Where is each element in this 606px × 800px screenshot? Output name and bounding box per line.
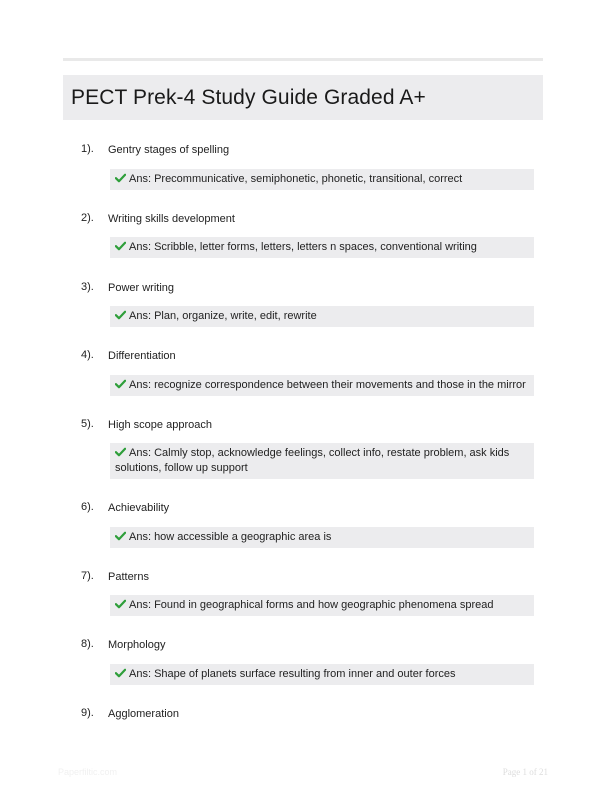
qa-item <box>63 281 543 322</box>
top-divider <box>63 58 543 61</box>
question-text: Agglomeration <box>108 708 179 720</box>
answer-text: Ans: how accessible a geographic area is <box>129 531 332 543</box>
question-number: 9). <box>81 707 94 719</box>
qa-item <box>63 707 543 727</box>
answer-box <box>110 527 534 548</box>
question-row <box>63 707 543 727</box>
answer-box <box>110 443 534 479</box>
answer-box <box>110 595 534 616</box>
footer-watermark: Paperfiltic.com <box>58 767 118 777</box>
qa-item <box>63 143 543 185</box>
qa-item <box>63 570 543 611</box>
qa-item <box>63 349 543 391</box>
answer-box <box>110 169 534 190</box>
question-row <box>63 501 543 521</box>
answer-box <box>110 237 534 258</box>
question-row <box>63 570 543 590</box>
qa-item <box>63 418 543 474</box>
check-icon <box>115 668 126 678</box>
question-row <box>63 349 543 369</box>
check-icon <box>115 531 126 541</box>
question-row <box>63 281 543 301</box>
check-icon <box>115 379 126 389</box>
answer-text: Ans: Found in geographical forms and how geographic phenomena spread <box>129 599 494 611</box>
answer-text: Ans: recognize correspondence between their movements and those in the mirror <box>129 379 526 391</box>
question-number: 6). <box>81 501 94 513</box>
question-text: Differentiation <box>108 350 176 362</box>
check-icon <box>115 310 126 320</box>
question-number: 2). <box>81 212 94 224</box>
answer-text: Ans: Plan, organize, write, edit, rewrite <box>129 310 317 322</box>
question-text: Patterns <box>108 571 149 583</box>
question-number: 8). <box>81 638 94 650</box>
question-number: 4). <box>81 349 94 361</box>
answer-text: Ans: Calmly stop, acknowledge feelings, collect info, restate problem, ask kids solutions, follow up support <box>115 447 510 474</box>
answer-box <box>110 375 534 396</box>
page-number: Page 1 of 21 <box>502 767 548 777</box>
check-icon <box>115 241 126 251</box>
question-text: Power writing <box>108 282 175 294</box>
question-row <box>63 143 543 163</box>
question-text: Morphology <box>108 639 166 651</box>
answer-box <box>110 306 534 327</box>
qa-item <box>63 638 543 680</box>
question-row <box>63 418 543 438</box>
question-text: Gentry stages of spelling <box>108 144 230 156</box>
question-number: 7). <box>81 570 94 582</box>
question-row <box>63 638 543 658</box>
question-number: 3). <box>81 281 94 293</box>
qa-item <box>63 212 543 253</box>
answer-text: Ans: Shape of planets surface resulting from inner and outer forces <box>129 668 456 680</box>
check-icon <box>115 599 126 609</box>
check-icon <box>115 173 126 183</box>
answer-text: Ans: Scribble, letter forms, letters, letters n spaces, conventional writing <box>129 241 477 253</box>
question-text: High scope approach <box>108 419 212 431</box>
question-number: 1). <box>81 143 94 155</box>
question-number: 5). <box>81 418 94 430</box>
question-row <box>63 212 543 232</box>
answer-text: Ans: Precommunicative, semiphonetic, phonetic, transitional, correct <box>129 173 463 185</box>
answer-box <box>110 664 534 685</box>
question-text: Writing skills development <box>108 213 235 225</box>
page-title: PECT Prek-4 Study Guide Graded A+ <box>71 85 426 109</box>
question-text: Achievability <box>108 502 170 514</box>
check-icon <box>115 447 126 457</box>
qa-item <box>63 501 543 543</box>
title-banner <box>63 75 543 120</box>
